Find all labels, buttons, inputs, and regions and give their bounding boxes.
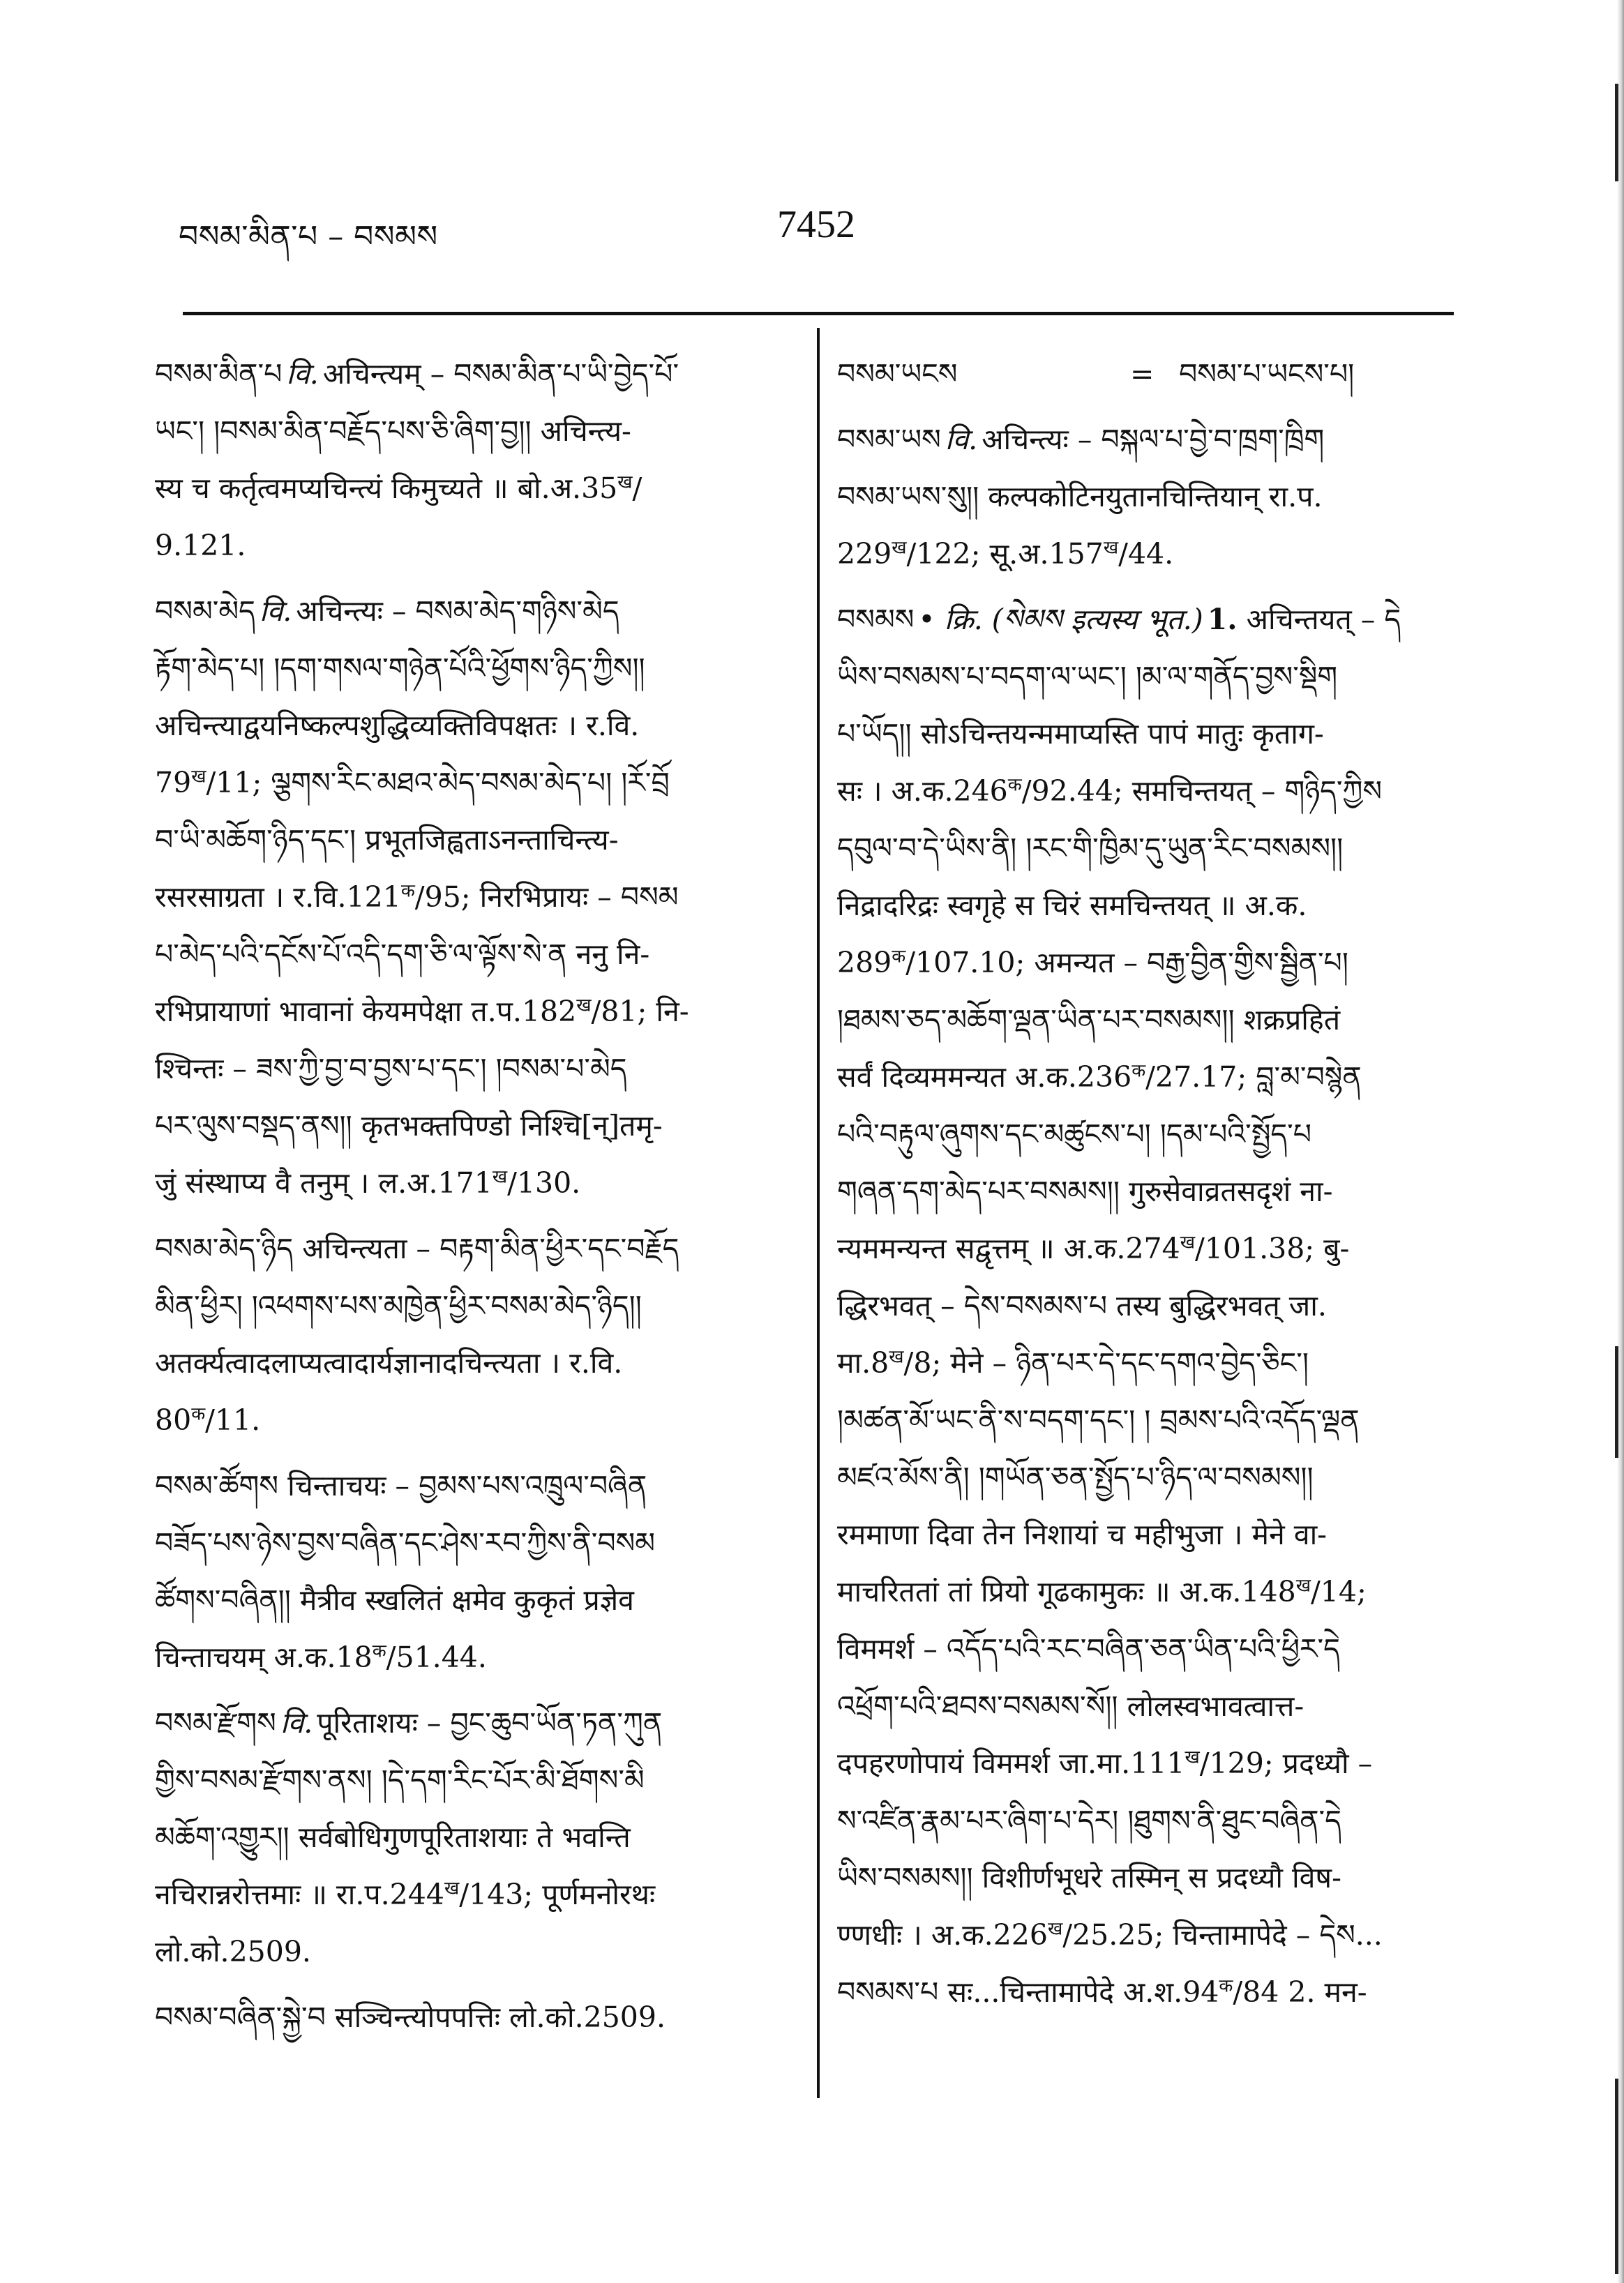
folio-side: क [372, 1641, 386, 1662]
entry-text: བཟོད་པས་ཉེས་བྱས་བཞིན་དང་ཤེས་རབ་ཀྱིས་ནི་བསམ [155, 1526, 656, 1560]
folio-side: क [191, 1403, 206, 1425]
entry-line [155, 1809, 783, 1866]
folio-side: ख [1185, 1747, 1200, 1768]
entry-headword: བསམ་ཡས [837, 423, 941, 456]
entry-line [155, 1923, 783, 1980]
column-divider [817, 328, 820, 2098]
entry-text: བ་ཡི་མཆོག་ཉིད་དང་། प्रभूतजिह्वताऽनन्ताचिन्त्य- [155, 823, 619, 857]
entry-headword: བསམས [837, 603, 915, 636]
entry-text: श्चिन्तः – ཟས་ཀྱི་བྱ་བ་བྱས་པ་དང་། །བསམ་པ་མེད [155, 1052, 627, 1085]
entry-line [155, 1392, 783, 1449]
entry-line [155, 345, 783, 402]
entry-line [837, 648, 1458, 705]
entry-text: །ཐམས་ཅད་མཆོག་ལྡན་ཡིན་པར་བསམས།། शक्रप्रहितं [837, 1003, 1341, 1037]
entry-text: अचिन्त्यः – བསམ་མེད་གཉིས་མེད [296, 594, 619, 628]
entry-line [837, 934, 1458, 991]
entry-line [155, 697, 783, 754]
entry-text: $289^क/107.10$; अमन्यत – བརྒྱ་བྱིན་གྱིས་སྦྱིན་པ། [837, 946, 1348, 979]
entry-line [837, 525, 1458, 582]
entry-text: བསམ་ཡས་སུ།། कल्पकोटिनयुतानचिन्तियान् रा.प. [837, 480, 1323, 513]
entry-line [155, 1334, 783, 1392]
entry-line [837, 991, 1458, 1048]
entry-text: चिन्ताचयः – བྱམས་པས་འཁྲུལ་བཞིན [287, 1469, 647, 1502]
entry-line [837, 762, 1458, 820]
entry-text: ཡང་། །བསམ་མིན་བརྗོད་པས་ཅི་ཞིག་བྱ།། अचिन्त्य- [155, 414, 631, 448]
entry-text: जुं संस्थाप्य वै तनुम् । $ल.अ.171^ख/130$. [155, 1166, 581, 1200]
entry-text: स्य च कर्तृत्वमप्यचिन्त्यं किमुच्यते ॥ $बो.अ.35^ख/$ [155, 472, 642, 505]
entry-line [837, 591, 1458, 648]
sense-number: 1. [1207, 603, 1238, 636]
entry-line [837, 468, 1458, 525]
entry-text: रममाणा दिवा तेन निशायां च महीभुजा । मेने वा- [837, 1518, 1328, 1551]
entry-line [837, 1277, 1458, 1334]
entry-line [837, 1964, 1458, 2021]
entry-line [155, 1694, 783, 1751]
right-column [837, 345, 1458, 2029]
entry-line [155, 1866, 783, 1923]
entry-line [155, 1572, 783, 1629]
running-head: བསམ་མིན་པ – བསམས [179, 219, 438, 255]
folio-side: ख [576, 995, 592, 1016]
entry-text: सर्वं दिव्यममन्यत $अ.क.236^क/27.17$; བླ་མ་བསྙེན [837, 1060, 1362, 1094]
entry-text: नचिरान्नरोत्तमाः ॥ $रा.प.244^ख/143$; पूर्णमनोरथः [155, 1878, 656, 1911]
equals-sign: = [1130, 357, 1155, 391]
entry-line [837, 1735, 1458, 1792]
entry-headword: བསམ་མེད [155, 594, 255, 628]
entry-line [155, 754, 783, 811]
dictionary-entry [155, 1989, 783, 2046]
entry-text: अचिन्त्यता – བརྟག་མིན་ཕྱིར་དང་བརྗོད [302, 1232, 679, 1265]
entry-text: सः । $अ.क.246^क/92.44$; समचिन्तयत् – གཉིད་ཀྱིས [837, 774, 1383, 808]
entry-text: अचिन्तयत् – དེ [1246, 603, 1401, 636]
folio-side: क [1219, 1975, 1233, 1997]
entry-line [837, 1678, 1458, 1735]
folio-side: क [1007, 774, 1022, 796]
entry-text: रसरसाग्रता । $र.वि.121^क/95$; निरभिप्रायः – བསམ [155, 880, 679, 914]
entry-line [837, 1506, 1458, 1563]
entry-text: सञ्चिन्त्योपपत्तिः लो.को.2509. [334, 2001, 666, 2034]
entry-text: རྟོག་མེད་པ། །དག་གསལ་གཉེན་པོའི་ཕྱོགས་ཉིད་ཀྱིས།། [155, 651, 645, 685]
entry-headword: བསམ་རྫོགས [155, 1706, 276, 1740]
entry-text: $229^ख/122$; $सू.अ.157^ख/44$. [837, 537, 1174, 571]
entry-text: ཚོགས་བཞིན།། मैत्रीव स्खलितं क्षमेव कुकृतं प्रज्ञेव [155, 1583, 634, 1617]
entry-line [155, 517, 783, 574]
entry-text: གཞན་དག་མེད་པར་བསམས།། गुरुसेवाव्रतसदृशं ना- [837, 1175, 1333, 1208]
entry-text: रभिप्रायाणां भावानां केयमपेक्षा $त.प.182^ख/81$; नि- [155, 995, 689, 1028]
folio-side: ख [617, 472, 633, 493]
entry-text: པ་མེད་པའི་དངོས་པོ་འདི་དག་ཅི་ལ་ལྟོས་སེ་ན ननु नि- [155, 937, 650, 971]
dictionary-entry [155, 582, 783, 1212]
entry-line [837, 1792, 1458, 1849]
left-column [155, 345, 783, 2054]
entry-line [837, 1563, 1458, 1620]
entry-line [837, 820, 1458, 877]
part-of-speech: वि. [280, 1706, 313, 1740]
entry-line [155, 1040, 783, 1097]
folio-side: ख [1295, 1575, 1311, 1597]
entry-line [155, 460, 783, 517]
part-of-speech: वि. [259, 594, 292, 628]
entry-text: པར་ལུས་བསྡད་ནས།། कृतभक्तपिण्डो निश्चि[न्]तमृ- [155, 1109, 663, 1143]
dictionary-entry [155, 1694, 783, 1980]
entry-line [155, 1220, 783, 1277]
folio-side: क [400, 880, 415, 902]
dictionary-entry [155, 345, 783, 574]
entry-line [155, 1629, 783, 1686]
entry-line [837, 1449, 1458, 1506]
entry-text: $80^क/11$. [155, 1403, 261, 1437]
folio-side: ख [892, 537, 907, 559]
dictionary-entry [155, 1220, 783, 1449]
entry-text: ण्णधीः । $अ.क.226^ख/25.25$; चिन्तामापेदे – དེས... [837, 1918, 1383, 1952]
entry-headword: བསམ་མེད་ཉིད [155, 1232, 294, 1265]
part-of-speech: वि. [286, 357, 319, 391]
entry-text: अचिन्त्यः – བསྐལ་པ་བྱེ་བ་ཁྲག་ཁྲིག [982, 423, 1325, 456]
entry-line [837, 1620, 1458, 1678]
entry-line [155, 1154, 783, 1212]
entry-line [837, 1906, 1458, 1964]
entry-headword: བསམ་མིན་པ [155, 357, 283, 391]
entry-line [837, 1106, 1458, 1163]
entry-line [155, 811, 783, 868]
entry-text: निद्रादरिद्रः स्वगृहे स चिरं समचिन्तयत् ॥ अ.क. [837, 889, 1307, 922]
entry-text: ཡིས་བསམས་པ་བདག་ལ་ཡང་། །མ་ལ་གནོད་བྱས་སྡིག [837, 660, 1338, 693]
entry-text: दपहरणोपायं विममर्श $जा.मा.111^ख/129$; प्रदध्यौ – [837, 1747, 1373, 1780]
equivalence-target: བསམ་པ་ཡངས་པ། [1179, 357, 1355, 391]
entry-line [155, 1751, 783, 1809]
folio-side: ख [444, 1878, 460, 1899]
page-number: 7452 [777, 203, 855, 246]
folio-side: ख [191, 766, 206, 788]
part-of-speech: वि. [945, 423, 978, 456]
page-edge [1617, 0, 1624, 2283]
entry-text: लो.को.2509. [155, 1935, 311, 1968]
entry-text: ཡིས་བསམས།། विशीर्णभूधरे तस्मिन् स प्रदध्यौ विष- [837, 1861, 1341, 1894]
entry-line [837, 877, 1458, 934]
folio-side: ख [492, 1166, 508, 1188]
entry-text: པ་ཡོད།། सोऽचिन्तयन्ममाप्यस्ति पापं मातुः कृताग- [837, 717, 1324, 751]
entry-text: न्यममन्यन्त सद्वृत्तम् ॥ $अ.क.274^ख/101.38$; बु- [837, 1232, 1350, 1265]
entry-text: अचिन्त्याद्वयनिष्कल्पशुद्धिव्यक्तिविपक्षतः । र.वि. [155, 709, 640, 742]
entry-line [837, 1849, 1458, 1906]
dictionary-entry [837, 411, 1458, 582]
entry-line [837, 1163, 1458, 1220]
page-edge-mark [1615, 84, 1618, 181]
entry-line [155, 983, 783, 1040]
entry-text: $मा.8^ख/8$; मेने – ཉིན་པར་དེ་དང་དགའ་བྱེད་ཅིང་། [837, 1346, 1309, 1380]
entry-text: चिन्ताचयम् $अ.क.18^क/51.44$. [155, 1641, 487, 1674]
entry-line [155, 868, 783, 926]
entry-text: བསམས་པ सः...चिन्तामापेदे $अ.श.94^क/84$ 2. मन- [837, 1975, 1367, 2009]
entry-line [155, 640, 783, 697]
entry-text: द्धिरभवत् – དེས་བསམས་པ तस्य बुद्धिरभवत् जा. [837, 1289, 1327, 1323]
page-edge-mark [1615, 2079, 1618, 2274]
entry-text: विममर्श – འདོད་པའི་རང་བཞིན་ཅན་ཡིན་པའི་ཕྱིར་དེ [837, 1632, 1340, 1666]
entry-line [155, 1277, 783, 1334]
entry-text: अचिन्त्यम् – བསམ་མིན་པ་ཡི་བྱེད་པོ་ [322, 357, 679, 391]
entry-text: $79^ख/11$; ལྕགས་རིང་མཐའ་མེད་བསམ་མེད་པ། །རོ་བྲོ [155, 766, 670, 799]
dictionary-entry [155, 1457, 783, 1686]
entry-line [155, 1457, 783, 1514]
entry-headword: བསམ་བཞིན་སྐྱེ་བ [155, 2001, 326, 2034]
entry-line [837, 411, 1458, 468]
entry-text: མཆོག་འགྱུར།། सर्वबोधिगुणपूरिताशयाः ते भवन्ति [155, 1821, 631, 1854]
folio-side: ख [889, 1346, 904, 1368]
equivalence-entry [837, 345, 1458, 402]
entry-line [155, 1989, 783, 2046]
folio-side: ख [1180, 1232, 1196, 1253]
entry-line [837, 1392, 1458, 1449]
entry-text: माचरिततां तां प्रियो गूढकामुकः ॥ $अ.क.148^ख/14$; [837, 1575, 1367, 1608]
entry-text: གྱིས་བསམ་རྫོགས་ནས། །དེ་དག་རིང་པོར་མི་ཐོགས་མི [155, 1763, 645, 1797]
header-rule [183, 312, 1454, 315]
entry-line [155, 926, 783, 983]
entry-headword: བསམ་ཡངས [837, 357, 958, 391]
entry-headword: བསམ་ཚོགས [155, 1469, 279, 1502]
entry-text: མཛའ་མོས་ནི། །གཡོན་ཅན་སྤྱོད་པ་ཉིད་ལ་བསམས།། [837, 1461, 1314, 1494]
entry-text: པའི་བརྟུལ་ཞུགས་དང་མཚུངས་པ། །དམ་པའི་སྤྱོད་པ [837, 1117, 1312, 1151]
entry-line [155, 582, 783, 640]
entry-text: དབུལ་བ་དེ་ཡིས་ནི། །རང་གི་ཁྱིམ་དུ་ཡུན་རིང་བསམས།། [837, 831, 1344, 865]
entry-line [837, 705, 1458, 762]
entry-line [837, 1220, 1458, 1277]
entry-line [837, 1334, 1458, 1392]
folio-side: ख [1047, 1918, 1063, 1940]
entry-text: ས་འཛིན་རྣམ་པར་ཞིག་པ་དེར། །ཐུགས་ནི་ཐུང་བཞིན་དེ [837, 1804, 1341, 1837]
dictionary-entry [837, 591, 1458, 2021]
folio-side: ख [1103, 537, 1119, 559]
entry-text: །མཚན་མོ་ཡང་ནི་ས་བདག་དང་། ། བྲམས་པའི་འདོད་ལྡན [837, 1403, 1360, 1437]
entry-line [155, 1097, 783, 1154]
entry-text: पूरिताशयः – བྱང་ཆུབ་ཡོན་ཏན་ཀུན [317, 1706, 663, 1740]
part-of-speech: • क्रि. (སེམས इत्यस्य भूत.) [918, 603, 1203, 636]
entry-line [837, 1048, 1458, 1106]
entry-line [155, 1514, 783, 1572]
folio-side: क [1131, 1060, 1146, 1082]
entry-text: 9.121. [155, 529, 246, 562]
page-edge-mark [1615, 1346, 1618, 1458]
entry-text: अतर्क्यत्वादलाप्यत्वादार्यज्ञानादचिन्त्यता । र.वि. [155, 1346, 623, 1380]
entry-text: འཕྲོག་པའི་ཐབས་བསམས་སོ།། लोलस्वभावत्वात्त- [837, 1689, 1305, 1723]
entry-text: མིན་ཕྱིར། །འཕགས་པས་མཁྱེན་ཕྱིར་བསམ་མེད་ཉིད།། [155, 1289, 642, 1323]
entry-line [155, 402, 783, 460]
folio-side: क [892, 946, 906, 967]
